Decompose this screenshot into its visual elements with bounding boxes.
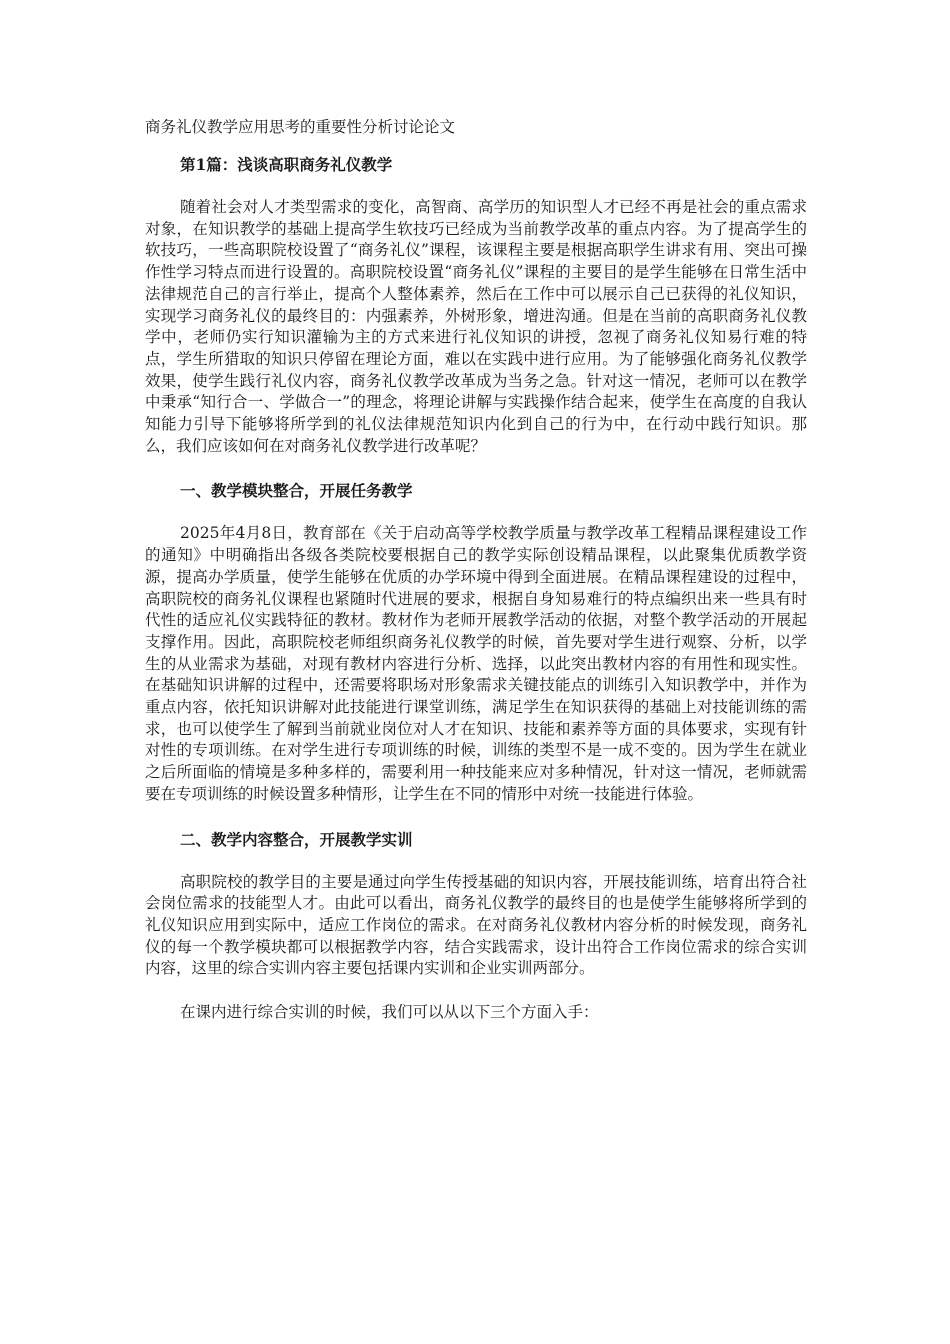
paragraph-intro: 随着社会对人才类型需求的变化，高智商、高学历的知识型人才已经不再是社会的重点需求对象，在知识教学的基础上提高学生软技巧已经成为当前教学改革的重点内容。为了提高学生的软技巧，一些高职院校设置了“商务礼仪”课程，该课程主要是根据高职学生讲求有用、突出可操作性学习特点而进行设置的。高职院校设置“商务礼仪”课程的主要目的是学生能够在日常生活中法律规范自己的言行举止，提高个人整体素养，然后在工作中可以展示自己已获得的礼仪知识，实现学习商务礼仪的最终目的：内强素养，外树形象，增进沟通。但是在当前的高职商务礼仪教学中，老师仍实行知识灌输为主的方式来进行礼仪知识的讲授，忽视了商务礼仪知易行难的特点，学生所猎取的知识只停留在理论方面，难以在实践中进行应用。为了能够强化商务礼仪教学效果，使学生践行礼仪内容，商务礼仪教学改革成为当务之急。针对这一情况，老师可以在教学中秉承“知行合一、学做合一”的理念，将理论讲解与实践操作结合起来，使学生在高度的自我认知能力引导下能够将所学到的礼仪法律规范知识内化到自己的行为中，在行动中践行知识。那么，我们应该如何在对商务礼仪教学进行改革呢？	[145, 198, 807, 455]
section-heading-1: 第1篇：浅谈高职商务礼仪教学	[180, 155, 393, 174]
paragraph-module-integration: 2025年4月8日，教育部在《关于启动高等学校教学质量与教学改革工程精品课程建设工作的通知》中明确指出各级各类院校要根据自己的教学实际创设精品课程，以此聚集优质教学资源，提高办学质量，使学生能够在优质的办学环境中得到全面进展。在精品课程建设的过程中，高职院校的商务礼仪课程也紧随时代进展的要求，根据自身知易难行的特点编织出来一些具有时代性的适应礼仪实践特征的教材。教材作为老师开展教学活动的依据，对整个教学活动的开展起支撑作用。因此，高职院校老师组织商务礼仪教学的时候，首先要对学生进行观察、分析，以学生的从业需求为基础，对现有教材内容进行分析、选择，以此突出教材内容的有用性和现实性。在基础知识讲解的过程中，还需要将职场对形象需求关键技能点的训练引入知识教学中，并作为重点内容，依托知识讲解对此技能进行课堂训练，满足学生在知识获得的基础上对技能训练的需求，也可以使学生了解到当前就业岗位对人才在知识、技能和素养等方面的具体要求，实现有针对性的专项训练。在对学生进行专项训练的时候，训练的类型不是一成不变的。因为学生在就业之后所面临的情境是多种多样的，需要利用一种技能来应对多种情况，针对这一情况，老师就需要在专项训练的时候设置多种情形，让学生在不同的情形中对统一技能进行体验。	[145, 524, 807, 803]
document-title: 商务礼仪教学应用思考的重要性分析讨论论文	[145, 118, 456, 136]
paragraph-classroom-training: 在课内进行综合实训的时候，我们可以从以下三个方面入手：	[180, 1003, 599, 1022]
paragraph-content-integration: 高职院校的教学目的主要是通过向学生传授基础的知识内容，开展技能训练，培育出符合社会岗位需求的技能型人才。由此可以看出，商务礼仪教学的最终目的也是使学生能够将所学到的礼仪知识应用到实际中，适应工作岗位的需求。在对商务礼仪教材内容分析的时候发现，商务礼仪的每一个教学模块都可以根据教学内容，结合实践需求，设计出符合工作岗位需求的综合实训内容，这里的综合实训内容主要包括课内实训和企业实训两部分。	[145, 872, 807, 978]
section-heading-2: 一、教学模块整合，开展任务教学	[180, 481, 413, 501]
section-heading-3: 二、教学内容整合，开展教学实训	[180, 829, 413, 849]
document-page	[145, 115, 807, 1046]
